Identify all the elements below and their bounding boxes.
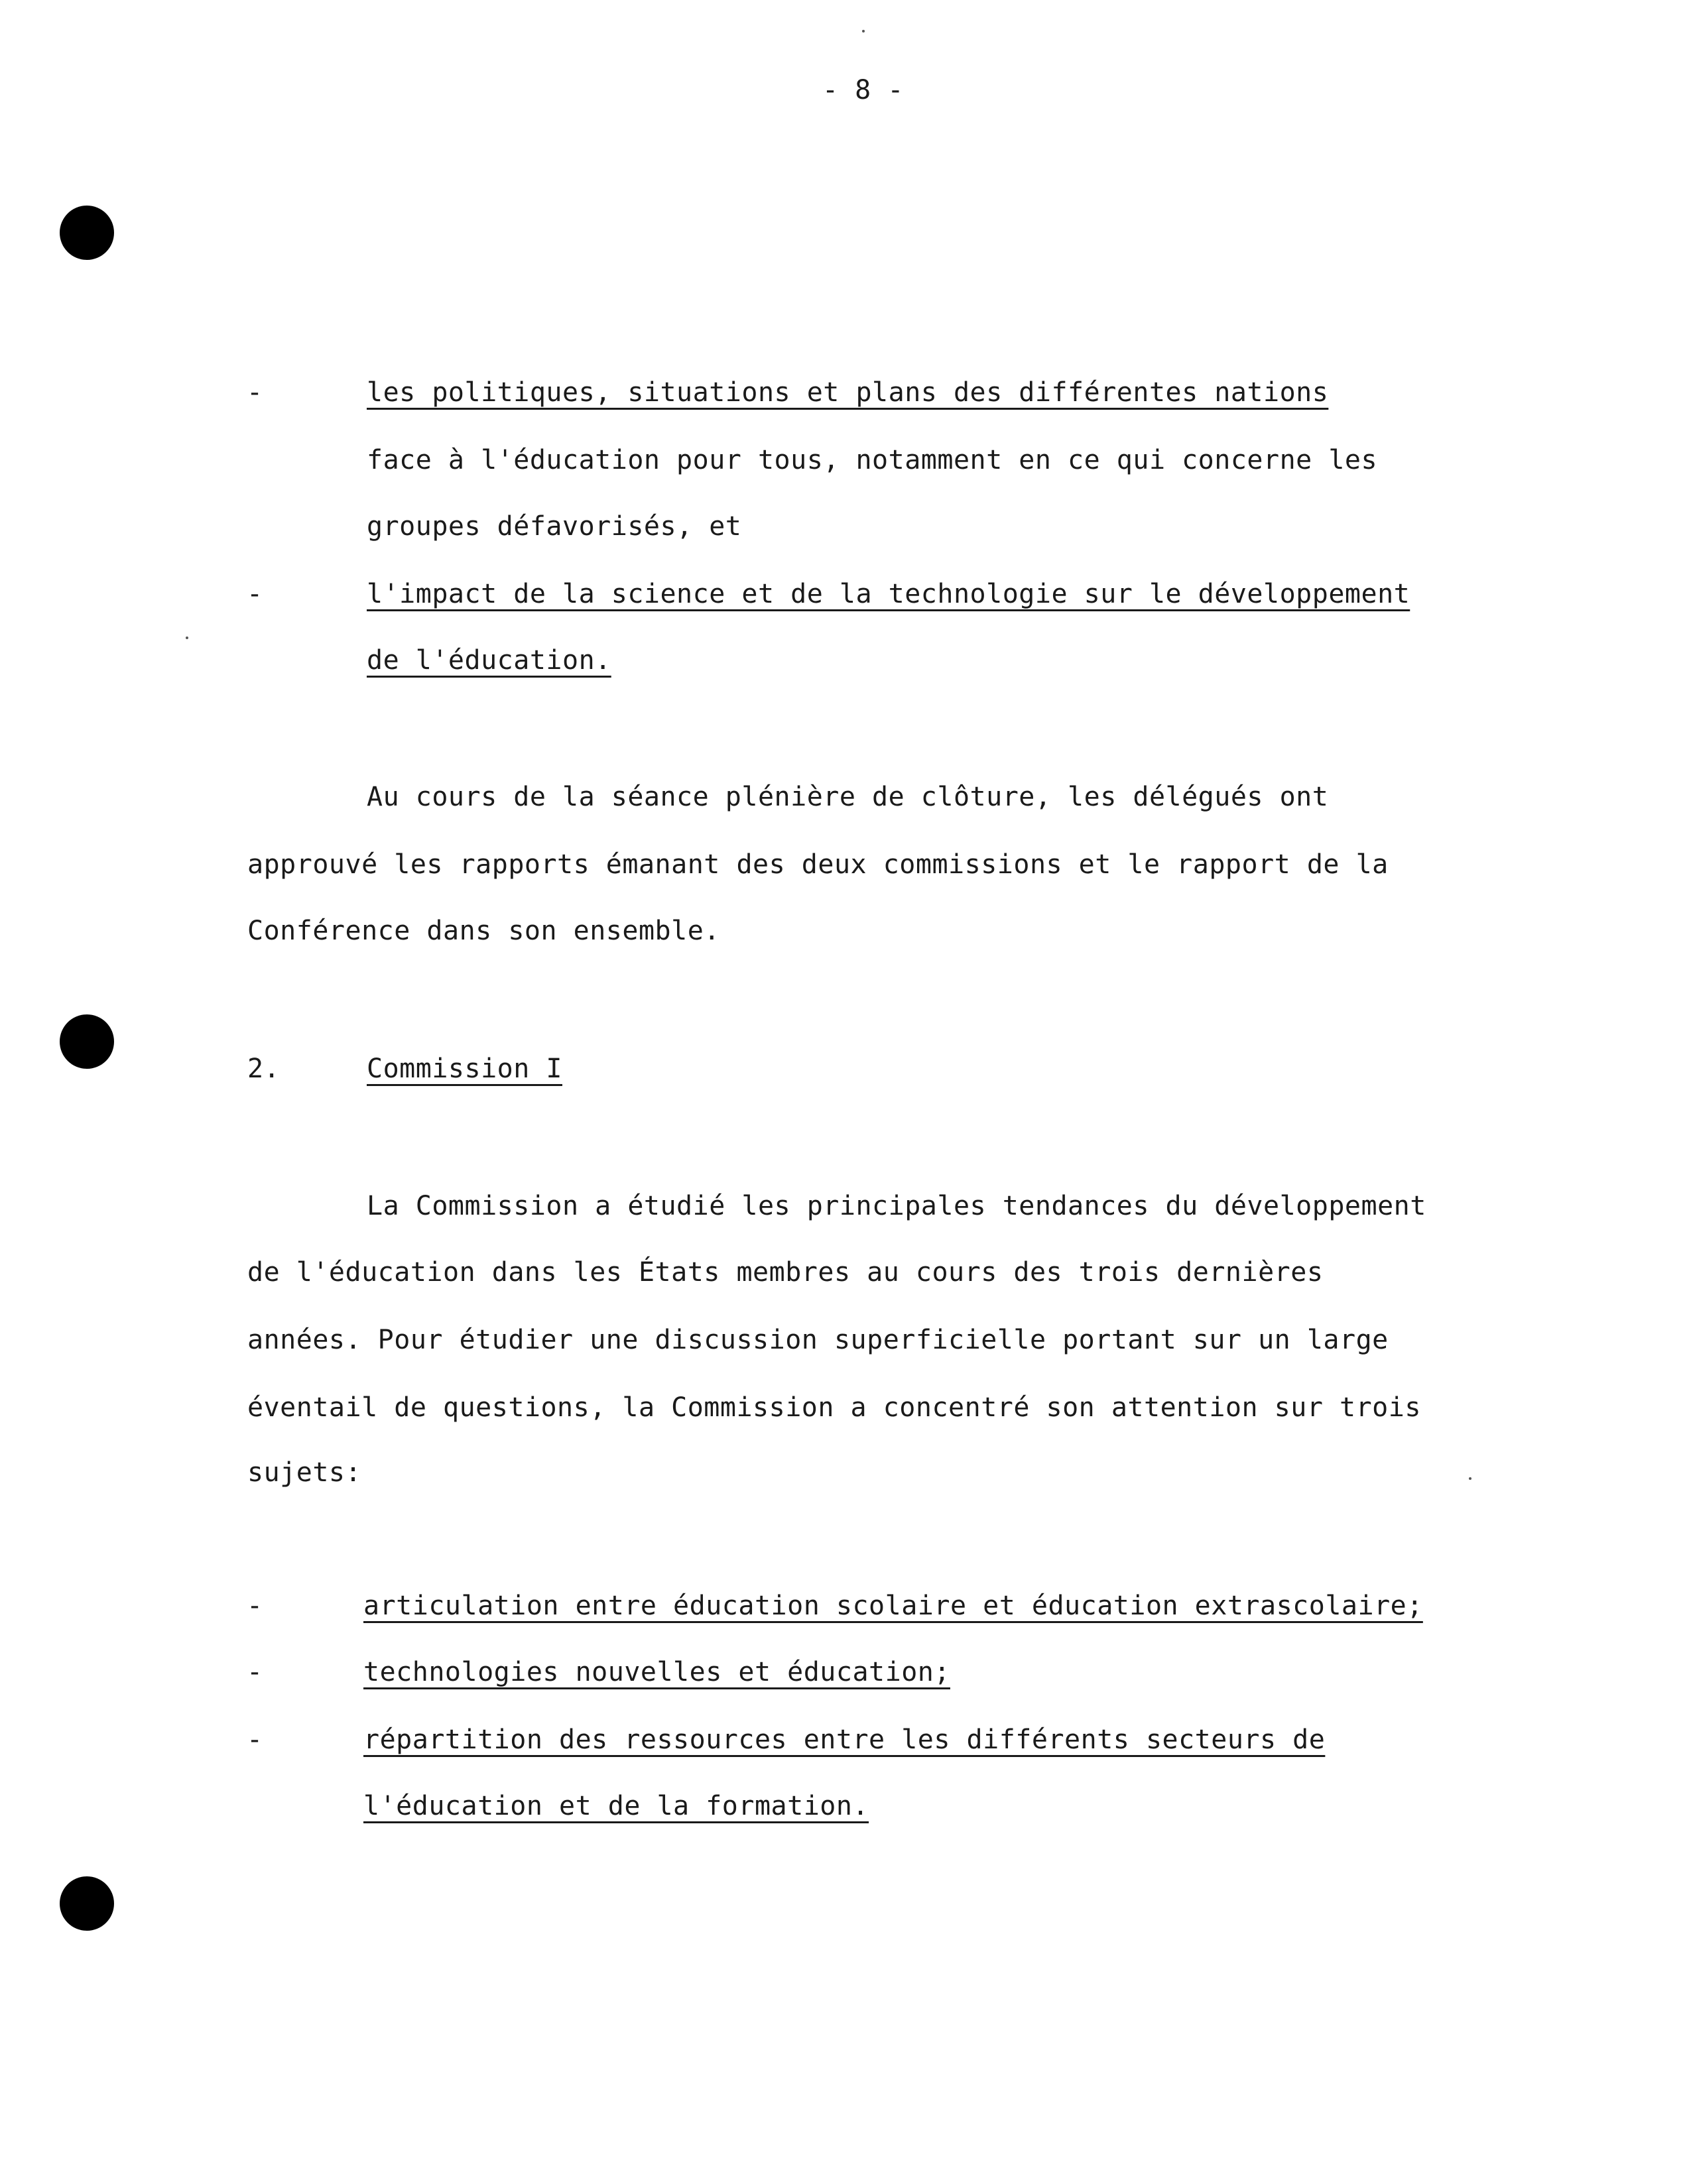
paragraph-1-line-1: Au cours de la séance plénière de clôture, les délégués ont [367, 782, 1329, 812]
paragraph-2-line-3: années. Pour étudier une discussion superficielle portant sur un large [247, 1325, 1389, 1355]
scan-speck [186, 637, 188, 639]
list-b-marker-2: - [247, 1657, 263, 1687]
punch-hole-bottom [60, 1876, 114, 1931]
list-a-item-2-line-2: de l'éducation. [367, 645, 611, 676]
list-b-marker-3: - [247, 1725, 263, 1755]
paragraph-2-line-2: de l'éducation dans les États membres au cours des trois dernières [247, 1257, 1324, 1288]
list-a-marker-2: - [247, 579, 263, 609]
section-number: 2. [247, 1054, 281, 1084]
punch-hole-top [60, 206, 114, 260]
scan-speck [1469, 1477, 1471, 1480]
punch-hole-middle [60, 1014, 114, 1069]
list-b-item-1: articulation entre éducation scolaire et éducation extrascolaire; [363, 1591, 1423, 1621]
paragraph-1-line-3: Conférence dans son ensemble. [247, 916, 720, 946]
scan-speck [862, 30, 865, 32]
paragraph-2-line-5: sujets: [247, 1457, 362, 1488]
paragraph-1-line-2: approuvé les rapports émanant des deux commissions et le rapport de la [247, 849, 1389, 880]
list-a-item-1: les politiques, situations et plans des différentes nations [367, 377, 1329, 408]
list-a-continuation-line-2: groupes défavorisés, et [367, 511, 742, 542]
list-a-item-2-line-1: l'impact de la science et de la technologie sur le développement [367, 579, 1410, 609]
list-a-continuation-line-1: face à l'éducation pour tous, notamment en ce qui concerne les [367, 445, 1378, 475]
list-b-item-2: technologies nouvelles et éducation; [363, 1657, 950, 1687]
paragraph-2-line-1: La Commission a étudié les principales tendances du développement [367, 1191, 1426, 1221]
list-b-item-3-line-1: répartition des ressources entre les différents secteurs de [363, 1725, 1326, 1755]
list-b-marker-1: - [247, 1591, 263, 1621]
list-b-item-3-line-2: l'éducation et de la formation. [363, 1791, 869, 1821]
section-title: Commission I [367, 1054, 562, 1084]
page-number: - 8 - [822, 75, 904, 105]
list-a-marker-1: - [247, 377, 263, 408]
paragraph-2-line-4: éventail de questions, la Commission a concentré son attention sur trois [247, 1392, 1421, 1423]
